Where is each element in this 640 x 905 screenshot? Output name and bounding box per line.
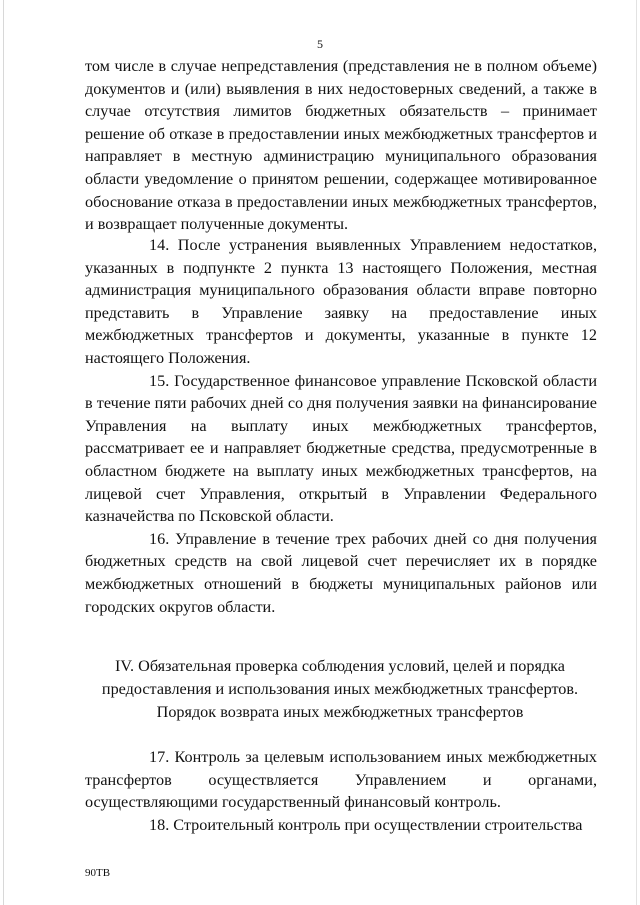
footer-document-code: 90ТВ [85, 867, 111, 879]
scan-edge-right [636, 0, 637, 905]
section-iv-paragraphs-block [85, 746, 597, 836]
paragraph-16: 16. Управление в течение трех рабочих дней со дня получения бюджетных средств на свой лицевой счет перечисляет их в порядке межбюджетных отношений в бюджеты муниципальных районов или городских округов области. [85, 529, 597, 616]
paragraph-continuation: том числе в случае непредставления (представления не в полном объеме) документов и (или) выявления в них недостоверных сведений, а также в случае отсутствия лимитов бюджетных обязательств – принимает решение об отказе в предоставлении иных межбюджетных трансфертов и направляет в местную администрацию муниципального образования области уведомление о принятом решении, содержащее мотивированное обоснование отказа в предоставлении иных межбюджетных трансфертов, и возвращает полученные документы. [85, 57, 597, 234]
numbered-paragraphs-block [85, 234, 597, 618]
page-number: 5 [317, 37, 323, 51]
section-heading-line-3: Порядок возврата иных межбюджетных трансфертов [156, 702, 524, 721]
paragraph-15: 15. Государственное финансовое управление Псковской области в течение пяти рабочих дней со дня получения заявки на финансирование Управления на выплату иных межбюджетных трансфертов, рассматривает ее и направляет бюджетные средства, предусмотренные в областном бюджете на выплату иных межбюджетных трансфертов, на лицевой счет Управления, открытый в Управлении Федерального казначейства по Псковской области. [85, 371, 597, 526]
paragraph-14: 14. После устранения выявленных Управлением недостатков, указанных в подпункте 2 пункта 13 настоящего Положения, местная администрация муниципального образования области вправе повторно представить в Управление заявку на предоставление иных межбюджетных трансфертов и документы, указанные в пункте 12 настоящего Положения. [85, 236, 597, 367]
continued-paragraph-block [85, 55, 597, 236]
section-heading-iv [80, 655, 600, 723]
paragraph-17: 17. Контроль за целевым использованием иных межбюджетных трансфертов осуществляется Управлением и органами, осуществляющими государственный финансовый контроль. [85, 748, 597, 812]
section-heading-line-1: IV. Обязательная проверка соблюдения условий, целей и порядка [115, 657, 565, 675]
scan-edge-left [3, 0, 4, 905]
paragraph-18: 18. Строительный контроль при осуществлении строительства [149, 815, 583, 834]
section-heading-line-2: предоставления и использования иных межбюджетных трансфертов. [101, 679, 579, 698]
